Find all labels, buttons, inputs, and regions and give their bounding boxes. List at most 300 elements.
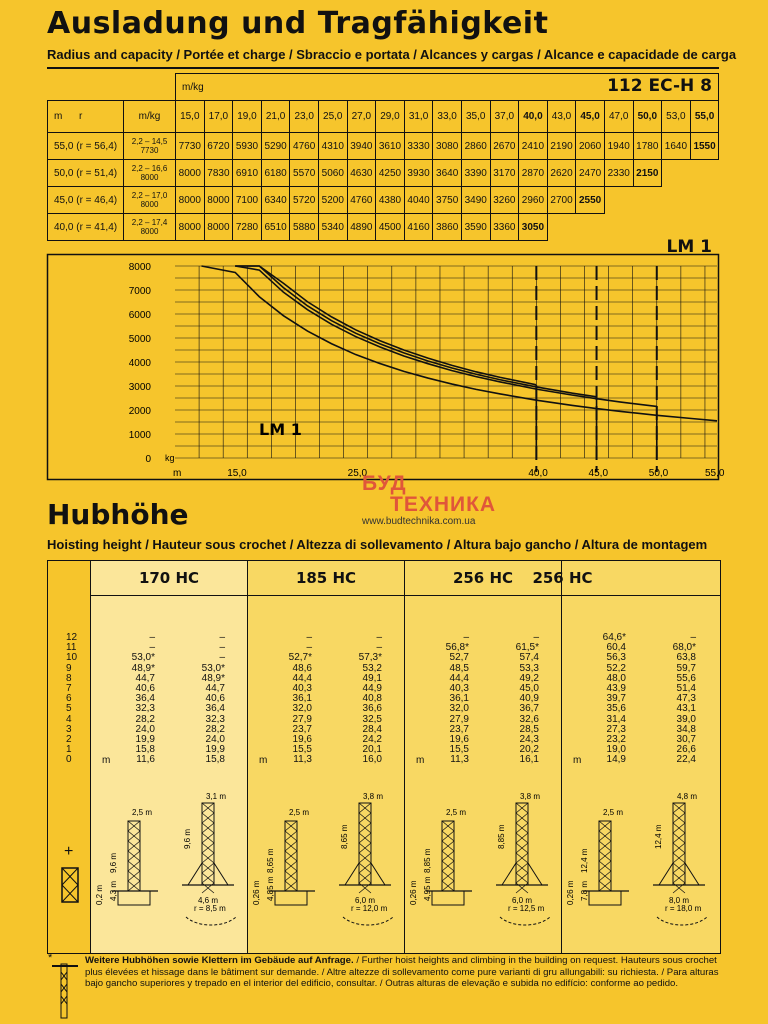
height-value: 32,0 — [449, 703, 469, 715]
height-value: 43,9 — [606, 683, 626, 695]
dimension-label: 8,0 m — [669, 896, 690, 905]
height-value: 64,6* — [602, 632, 626, 643]
dimension-label: 4,3 m — [109, 880, 118, 901]
height-value: – — [533, 632, 539, 643]
capacity-cell: 6510 — [261, 214, 290, 241]
foundation — [589, 891, 621, 905]
radius-header: 50,0 — [633, 101, 662, 133]
height-value: 53,2 — [362, 662, 382, 674]
foundation — [432, 891, 464, 905]
capacity-cell: 3170 — [490, 160, 519, 187]
height-column-b — [338, 633, 382, 766]
dimension-label: 0,2 m — [95, 884, 104, 905]
height-value: 44,4 — [292, 672, 312, 684]
capacity-cell: 2410 — [519, 133, 548, 160]
capacity-cell: 8000 — [176, 214, 205, 241]
y-tick-label: 0 — [145, 454, 151, 465]
height-value: 32,3 — [205, 713, 225, 725]
height-column-b — [181, 633, 225, 766]
foundation — [118, 891, 150, 905]
section-header-256hc: 256 HC — [405, 561, 720, 596]
radius-label: r = 12,5 m — [508, 904, 545, 913]
radius-header: 17,0 — [204, 101, 233, 133]
height-value: 23,7 — [292, 723, 312, 735]
dimension-label: 0,26 m — [566, 880, 575, 905]
hoist-subtitle: Hoisting height / Hauteur sous crochet / Altezza di sollevamento / Altura bajo gancho / Altura de montagem — [47, 537, 708, 552]
height-value: 11,3 — [293, 754, 312, 766]
dimension-label: 6,0 m — [512, 896, 533, 905]
height-value: 16,0 — [362, 754, 382, 766]
height-value: 32,5 — [362, 713, 382, 725]
dimension-label: 3,8 m — [363, 792, 384, 801]
height-value: 28,4 — [362, 723, 382, 735]
height-value: – — [149, 632, 155, 643]
capacity-cell: 7830 — [204, 160, 233, 187]
height-value: 15,8 — [205, 754, 225, 766]
mast — [516, 803, 528, 885]
lm-label: LM 1 — [666, 237, 712, 257]
height-value: 44,9 — [362, 683, 382, 695]
hoist-height-table — [47, 560, 721, 954]
radius-header: 19,0 — [233, 101, 262, 133]
y-tick-label: 1000 — [128, 430, 151, 441]
capacity-cell: 3490 — [461, 187, 490, 214]
level-number: 1 — [66, 744, 72, 756]
dimension-label: 2,5 m — [446, 808, 467, 817]
capacity-cell: 3640 — [433, 160, 462, 187]
table-row — [48, 160, 719, 187]
dimension-label: 8,65 m — [340, 824, 349, 849]
capacity-cell: 4760 — [290, 133, 319, 160]
height-column-b — [495, 633, 539, 766]
capacity-cell: 3610 — [376, 133, 405, 160]
level-number: 10 — [66, 652, 78, 664]
height-value: 44,7 — [135, 672, 155, 684]
capacity-cell: 3750 — [433, 187, 462, 214]
capacity-cell: 2150 — [633, 160, 662, 187]
capacity-cell: 3940 — [347, 133, 376, 160]
dimension-label: 9,6 m — [183, 828, 192, 849]
capacity-cell: 5340 — [318, 214, 347, 241]
m-r-header: m r — [48, 101, 124, 133]
capacity-cell: 8000 — [176, 160, 205, 187]
height-value: 19,9 — [135, 734, 155, 746]
slew-radius-arc — [343, 917, 393, 925]
radius-header: 45,0 — [576, 101, 605, 133]
height-column-a — [425, 633, 469, 766]
height-value: 28,5 — [519, 723, 539, 735]
capacity-cell: 6720 — [204, 133, 233, 160]
outrigger — [214, 863, 228, 885]
series-line — [201, 266, 717, 421]
slew-radius-arc — [186, 917, 236, 925]
level-number: 7 — [66, 683, 72, 695]
footnote — [85, 955, 730, 990]
capacity-cell: 2060 — [576, 133, 605, 160]
capacity-cell: 2870 — [519, 160, 548, 187]
height-value: 48,0 — [606, 672, 626, 684]
capacity-cell: 3330 — [404, 133, 433, 160]
mkg-header: m/kg — [176, 74, 719, 101]
foundation — [275, 891, 307, 905]
level-number: 9 — [66, 662, 72, 674]
hoist-title: Hubhöhe — [47, 498, 189, 531]
height-value: 36,1 — [292, 693, 312, 705]
height-value: – — [376, 642, 382, 654]
level-list — [66, 633, 77, 766]
radius-header: 31,0 — [404, 101, 433, 133]
height-value: 36,6 — [362, 703, 382, 715]
height-column-a — [582, 633, 626, 766]
footnote-text: / Further hoist heights and climbing in the building on request. Hauteurs sous crochet plus élevées et hissage dans le bâtiment sur demande. / Altre altezze di sollevamento come pure varianti di gru allungabili: su richiesta. / Para alturas bajo gancho superiores y trepado en el interior del edificio, consultar. / Outras alturas de elevação e subida no edifício: conforme ao pedido. — [85, 955, 719, 989]
height-value: 63,8 — [676, 652, 696, 664]
height-value: 40,6 — [135, 683, 155, 695]
height-column-a — [268, 633, 312, 766]
level-number: 4 — [66, 713, 72, 725]
level-column — [48, 561, 91, 953]
m-unit-label: m — [102, 755, 111, 766]
height-value: – — [376, 632, 382, 643]
m-unit-label: m — [573, 755, 582, 766]
height-value: 40,6 — [205, 693, 225, 705]
slew-radius-arc — [657, 917, 707, 925]
radius-header: 55,0 — [690, 101, 719, 133]
dimension-label: 2,5 m — [132, 808, 153, 817]
capacity-cell: 5570 — [290, 160, 319, 187]
capacity-cell: 8000 — [176, 187, 205, 214]
level-number: 11 — [66, 642, 77, 654]
height-value: 36,4 — [205, 703, 225, 715]
height-value: 40,9 — [519, 693, 539, 705]
capacity-cell: 7100 — [233, 187, 262, 214]
height-value: 27,9 — [292, 713, 312, 725]
crane-base-diagram — [251, 793, 401, 943]
level-number: 0 — [66, 754, 72, 766]
height-value: 22,4 — [676, 754, 696, 766]
outrigger — [659, 863, 673, 885]
height-value: 45,0 — [519, 683, 539, 695]
m-unit-label: m — [416, 755, 425, 766]
capacity-cell: 4500 — [376, 214, 405, 241]
capacity-cell: 3590 — [461, 214, 490, 241]
x-tick-label: 50,0 — [648, 468, 669, 479]
page-subtitle: Radius and capacity / Portée et charge / Sbraccio e portata / Alcances y cargas / Alcance e capacidade de carga — [47, 47, 737, 62]
x-tick-label: 25,0 — [347, 468, 368, 479]
radius-header: 27,0 — [347, 101, 376, 133]
capacity-cell: 3860 — [433, 214, 462, 241]
capacity-cell: 1550 — [690, 133, 719, 160]
height-value: 24,0 — [135, 723, 155, 735]
radius-label: r = 8,5 m — [194, 904, 226, 913]
height-value: 36,4 — [135, 693, 155, 705]
y-tick-label: 7000 — [128, 286, 151, 297]
height-value: 59,7 — [676, 662, 696, 674]
section-170hc — [91, 561, 248, 953]
outrigger — [528, 863, 542, 885]
height-value: 57,4 — [519, 652, 539, 664]
height-value: – — [306, 632, 312, 643]
level-number: 8 — [66, 672, 72, 684]
capacity-cell: 3050 — [519, 214, 548, 241]
level-number: 3 — [66, 723, 72, 735]
radius-label: r = 12,0 m — [351, 904, 388, 913]
dimension-label: 4,8 m — [677, 792, 698, 801]
divider — [47, 67, 719, 69]
radius-header: 37,0 — [490, 101, 519, 133]
capacity-cell: 8000 — [204, 187, 233, 214]
height-value: 43,1 — [676, 703, 696, 715]
mast — [359, 803, 371, 885]
capacity-cell: 5720 — [290, 187, 319, 214]
height-value: 11,3 — [450, 754, 469, 766]
radius-header: 23,0 — [290, 101, 319, 133]
mast-section-icon — [61, 867, 79, 903]
height-value: – — [463, 632, 469, 643]
height-value: 32,6 — [519, 713, 539, 725]
table-row — [48, 214, 719, 241]
empty-cell — [604, 187, 719, 214]
capacity-cell: 5930 — [233, 133, 262, 160]
height-value: 55,6 — [676, 672, 696, 684]
radius-header: 25,0 — [318, 101, 347, 133]
x-tick-label: 55,0 — [705, 468, 725, 479]
height-value: 32,0 — [292, 703, 312, 715]
height-value: 48,9* — [201, 672, 225, 684]
height-value: 61,5* — [515, 642, 539, 654]
y-axis-label: kg — [165, 453, 175, 463]
section-header: 185 HC — [248, 561, 404, 596]
height-value: 44,4 — [449, 672, 469, 684]
height-value: 19,6 — [292, 734, 312, 746]
capacity-cell: 2700 — [547, 187, 576, 214]
section-header: 170 HC — [91, 561, 247, 596]
height-value: 30,7 — [676, 734, 696, 746]
dimension-label: 4,6 m — [198, 896, 219, 905]
range-cell: 2,2 – 17,0 8000 — [124, 187, 176, 214]
dimension-label: 4,85 m — [266, 876, 275, 901]
capacity-cell: 2190 — [547, 133, 576, 160]
radius-header: 21,0 — [261, 101, 290, 133]
capacity-cell: 4760 — [347, 187, 376, 214]
outrigger — [371, 863, 385, 885]
level-number: 6 — [66, 693, 72, 705]
capacity-table — [47, 73, 719, 241]
height-value: 36,7 — [519, 703, 539, 715]
capacity-cell: 6340 — [261, 187, 290, 214]
capacity-cell: 8000 — [204, 214, 233, 241]
height-value: 19,9 — [205, 744, 225, 756]
height-value: 28,2 — [135, 713, 155, 725]
y-tick-label: 3000 — [128, 382, 151, 393]
capacity-cell: 4310 — [318, 133, 347, 160]
outrigger — [188, 863, 202, 885]
x-tick-label: 15,0 — [227, 468, 247, 479]
capacity-cell: 4890 — [347, 214, 376, 241]
height-value: 49,1 — [362, 672, 382, 684]
capacity-cell: 5060 — [318, 160, 347, 187]
logo-url: www.budtechnika.com.ua — [362, 516, 476, 527]
height-value: 40,3 — [292, 683, 312, 695]
radius-header: 53,0 — [662, 101, 691, 133]
dimension-label: 9,6 m — [109, 852, 118, 873]
height-value: 52,2 — [606, 662, 626, 674]
x-tick-label: 45,0 — [588, 468, 609, 479]
capacity-cell: 2330 — [604, 160, 633, 187]
capacity-cell: 4040 — [404, 187, 433, 214]
dimension-label: 7,8 m — [580, 880, 589, 901]
height-value: 20,1 — [362, 744, 382, 756]
height-value: 27,3 — [606, 723, 626, 735]
chart-annotation: LM 1 — [259, 420, 302, 439]
dimension-label: 4,95 m — [423, 876, 432, 901]
height-value: 15,5 — [292, 744, 312, 756]
capacity-cell: 2550 — [576, 187, 605, 214]
capacity-cell: 3080 — [433, 133, 462, 160]
height-value: 11,6 — [136, 754, 155, 766]
page-title: Ausladung und Tragfähigkeit — [47, 6, 549, 41]
height-column-b — [652, 633, 696, 766]
height-value: 36,1 — [449, 693, 469, 705]
capacity-cell: 6180 — [261, 160, 290, 187]
height-value: 60,4 — [606, 642, 626, 654]
footnote-star: * — [48, 952, 53, 964]
height-value: – — [219, 652, 225, 664]
height-value: 14,9 — [606, 754, 626, 766]
capacity-cell: 5290 — [261, 133, 290, 160]
mast — [673, 803, 685, 885]
crane-base-diagram — [94, 793, 244, 943]
crane-model: 112 EC-H 8 — [607, 76, 712, 96]
capacity-cell: 5880 — [290, 214, 319, 241]
radius-header: 47,0 — [604, 101, 633, 133]
series-line — [235, 266, 657, 406]
height-value: 28,2 — [205, 723, 225, 735]
table-row — [48, 133, 719, 160]
capacity-cell: 2960 — [519, 187, 548, 214]
height-value: – — [149, 642, 155, 654]
height-value: 52,7* — [288, 652, 312, 664]
height-value: 57,3* — [358, 652, 382, 664]
height-value: – — [219, 642, 225, 654]
crane-base-diagram — [565, 793, 715, 943]
jib-length: 40,0 (r = 41,4) — [48, 214, 124, 241]
range-cell: 2,2 – 17,4 8000 — [124, 214, 176, 241]
level-number: 12 — [66, 632, 78, 643]
height-value: 24,0 — [205, 734, 225, 746]
series-line — [235, 266, 536, 385]
level-number: 5 — [66, 703, 72, 715]
height-value: 48,6 — [292, 662, 312, 674]
capacity-cell: 2620 — [547, 160, 576, 187]
dimension-label: 2,5 m — [603, 808, 624, 817]
capacity-cell: 2470 — [576, 160, 605, 187]
radius-label: r = 18,0 m — [665, 904, 702, 913]
capacity-cell: 2860 — [461, 133, 490, 160]
section-256hc-b — [562, 561, 720, 953]
logo — [362, 474, 496, 527]
level-number: 2 — [66, 734, 72, 746]
height-value: 35,6 — [606, 703, 626, 715]
height-value: 53,3 — [519, 662, 539, 674]
height-value: 15,5 — [449, 744, 469, 756]
dimension-label: 8,85 m — [423, 848, 432, 873]
dimension-label: 12,4 m — [654, 824, 663, 849]
section-256hc-a — [405, 561, 562, 953]
table-row — [48, 187, 719, 214]
height-value: 68,0* — [672, 642, 696, 654]
dimension-label: 12,4 m — [580, 848, 589, 873]
header-blank — [48, 74, 124, 101]
height-value: 32,3 — [135, 703, 155, 715]
crane-base-diagram — [408, 793, 558, 943]
height-value: 23,7 — [449, 723, 469, 735]
height-value: 48,9* — [131, 662, 155, 674]
height-value: 51,4 — [676, 683, 696, 695]
height-value: – — [306, 642, 312, 654]
height-value: 39,7 — [606, 693, 626, 705]
height-value: 16,1 — [519, 754, 539, 766]
y-tick-label: 4000 — [128, 358, 151, 369]
radius-header: 29,0 — [376, 101, 405, 133]
outrigger — [345, 863, 359, 885]
mast — [202, 803, 214, 885]
height-value: 49,2 — [519, 672, 539, 684]
logo-line2: ТЕХНИКА — [390, 493, 497, 516]
section-header: 256 HC — [405, 561, 561, 596]
height-value: 47,3 — [676, 693, 696, 705]
empty-cell — [662, 160, 719, 187]
dimension-label: 3,1 m — [206, 792, 227, 801]
height-value: 23,2 — [606, 734, 626, 746]
height-value: 56,3 — [606, 652, 626, 664]
capacity-cell: 6910 — [233, 160, 262, 187]
capacity-cell: 5200 — [318, 187, 347, 214]
radius-header: 40,0 — [519, 101, 548, 133]
dimension-label: 6,0 m — [355, 896, 376, 905]
dimension-label: 3,8 m — [520, 792, 541, 801]
capacity-cell: 3360 — [490, 214, 519, 241]
capacity-cell: 4250 — [376, 160, 405, 187]
logo-line1: БУД — [362, 472, 407, 495]
capacity-cell: 1640 — [662, 133, 691, 160]
y-tick-label: 8000 — [128, 262, 151, 273]
height-value: 56,8* — [445, 642, 469, 654]
section-185hc — [248, 561, 405, 953]
outrigger — [502, 863, 516, 885]
radius-header: 15,0 — [176, 101, 205, 133]
height-value: 53,0* — [201, 662, 225, 674]
height-value: 20,2 — [519, 744, 539, 756]
height-value: 39,0 — [676, 713, 696, 725]
jib-length: 55,0 (r = 56,4) — [48, 133, 124, 160]
height-value: 24,3 — [519, 734, 539, 746]
dimension-label: 8,65 m — [266, 848, 275, 873]
height-column-a — [111, 633, 155, 766]
capacity-cell: 3260 — [490, 187, 519, 214]
height-value: – — [690, 632, 696, 643]
dimension-label: 0,26 m — [252, 880, 261, 905]
capacity-cell: 3930 — [404, 160, 433, 187]
height-value: 26,6 — [676, 744, 696, 756]
height-value: 19,0 — [606, 744, 626, 756]
footnote-bold: Weitere Hubhöhen sowie Klettern im Gebäude auf Anfrage. — [85, 955, 354, 966]
height-value: 24,2 — [362, 734, 382, 746]
capacity-cell: 3390 — [461, 160, 490, 187]
radius-header: 43,0 — [547, 101, 576, 133]
height-value: 34,8 — [676, 723, 696, 735]
height-value: 44,7 — [205, 683, 225, 695]
height-value: 31,4 — [606, 713, 626, 725]
